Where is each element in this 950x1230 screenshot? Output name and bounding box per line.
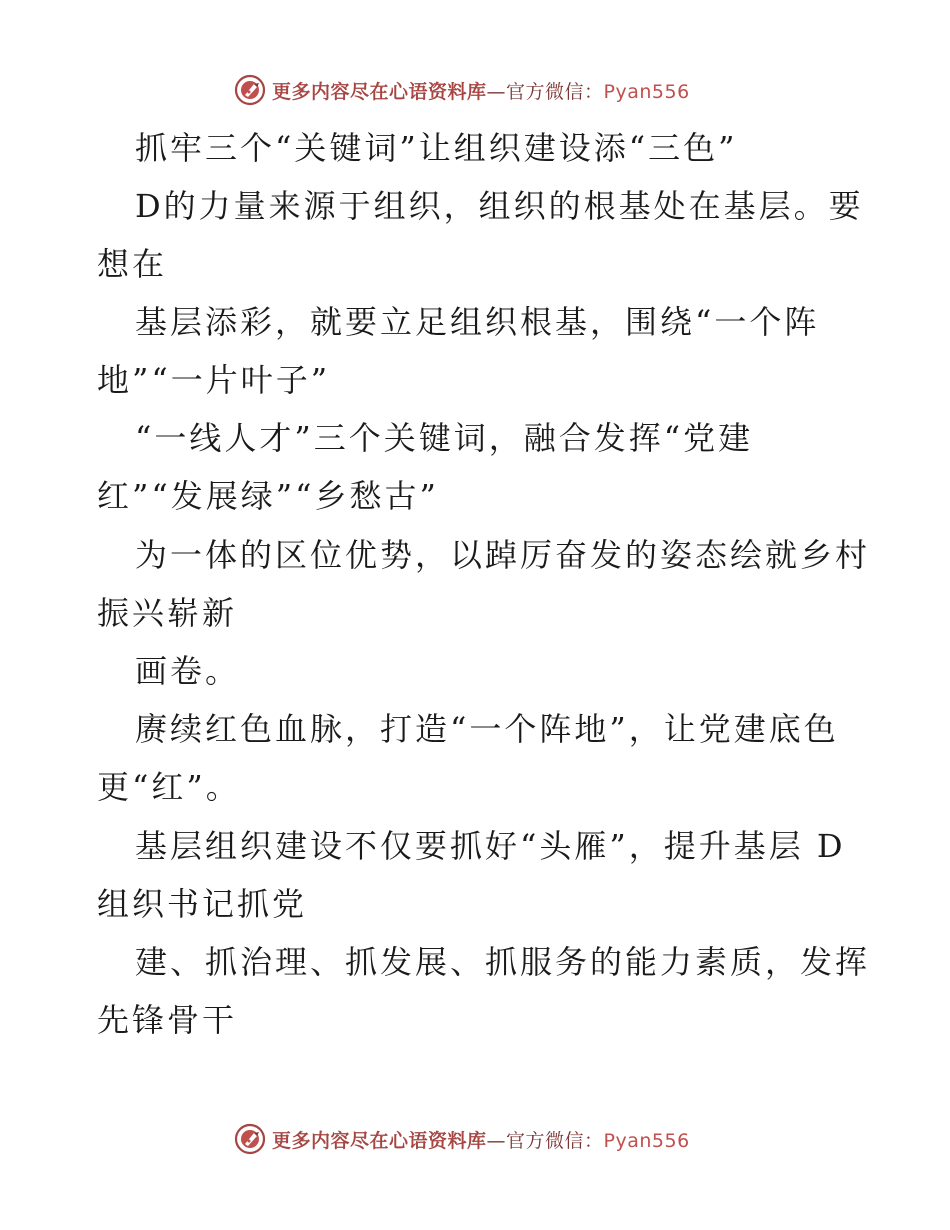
text-line: 想在 <box>97 245 168 283</box>
text-line: 组织书记抓党 <box>97 885 308 923</box>
text-line: 振兴崭新 <box>97 594 238 632</box>
text-line: 先锋骨干 <box>97 1001 238 1039</box>
watermark-title: 更多内容尽在心语资料库 <box>272 1129 487 1152</box>
text-line: “一线人才”三个关键词，融合发挥“党建 <box>135 419 754 457</box>
watermark-id: Pyan556 <box>603 80 690 103</box>
pen-nib-logo-icon <box>234 1123 266 1155</box>
text-line: 赓续红色血脉，打造“一个阵地”，让党建底色 <box>135 710 839 748</box>
watermark-label: —官方微信： <box>486 80 604 103</box>
watermark-id: Pyan556 <box>603 1129 690 1152</box>
text-line: 更“红”。 <box>97 768 241 806</box>
text-line: 建、抓治理、抓发展、抓服务的能力素质，发挥 <box>135 943 871 981</box>
watermark-label: —官方微信： <box>486 1129 604 1152</box>
watermark-header <box>234 72 690 108</box>
text-line: 地”“一片叶子” <box>97 361 331 399</box>
watermark-title: 更多内容尽在心语资料库 <box>272 80 487 103</box>
watermark-footer <box>234 1121 690 1157</box>
text-line: 为一体的区位优势，以踔厉奋发的姿态绘就乡村 <box>135 536 871 574</box>
text-line: 画卷。 <box>135 652 241 690</box>
text-line: 红”“发展绿”“乡愁古” <box>97 477 439 515</box>
pen-nib-logo-icon <box>234 74 266 106</box>
text-line: 基层组织建设不仅要抓好“头雁”，提升基层 D <box>135 827 846 865</box>
text-line: 基层添彩，就要立足组织根基，围绕“一个阵 <box>135 303 820 341</box>
text-line: 抓牢三个“关键词”让组织建设添“三色” <box>135 129 738 167</box>
text-line: D的力量来源于组织，组织的根基处在基层。要 <box>135 187 864 225</box>
